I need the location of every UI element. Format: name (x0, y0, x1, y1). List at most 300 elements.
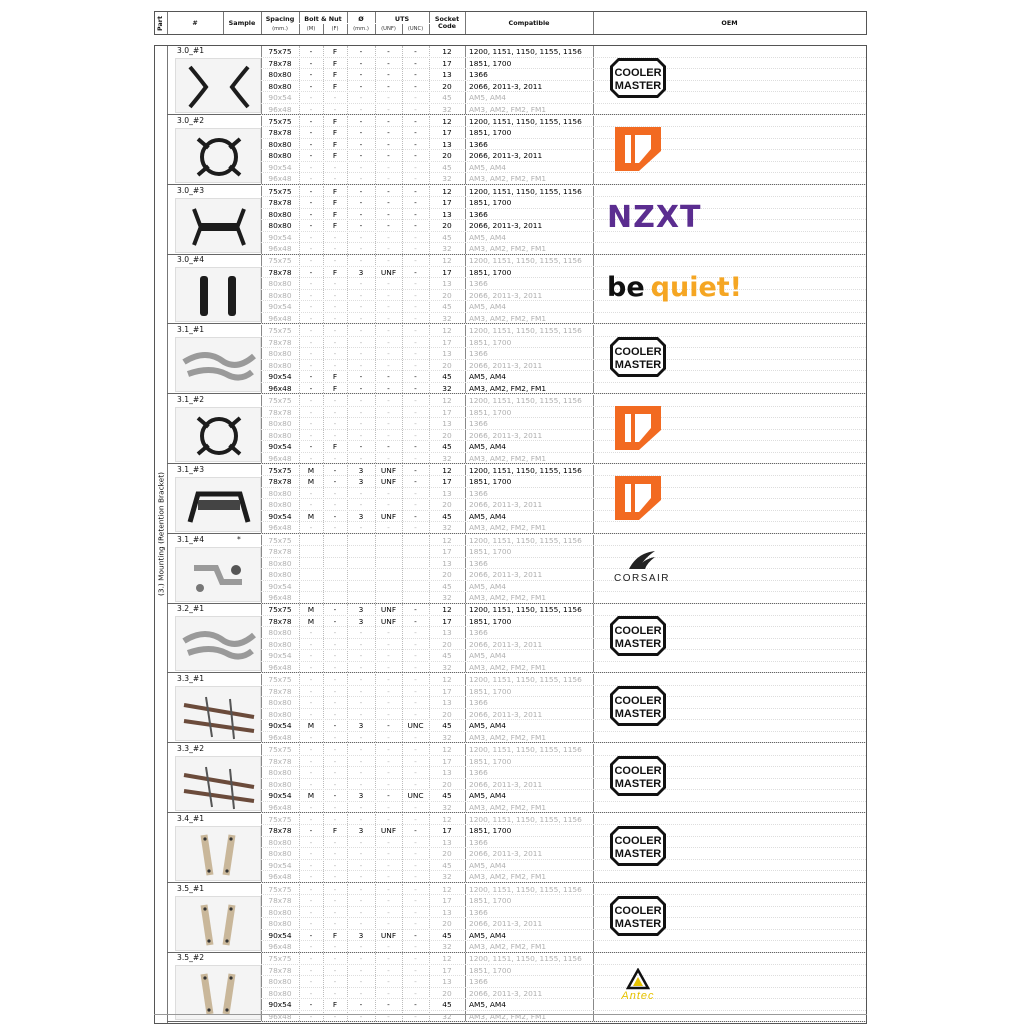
spec-row (261, 348, 866, 360)
diameter-value: - (359, 407, 363, 417)
unc-value: - (414, 209, 417, 219)
bolt-value: - (309, 162, 313, 172)
spacing-value: 96x48 (268, 593, 292, 603)
bolt-value: - (309, 337, 313, 347)
spacing-value: 80x80 (268, 779, 292, 789)
spacing-value: 75x75 (268, 675, 292, 685)
socket-code: 12 (442, 465, 452, 475)
spec-row (261, 267, 866, 279)
spec-row (261, 953, 866, 965)
bolt-value: - (309, 965, 313, 975)
socket-code: 12 (442, 256, 452, 266)
unf-value: - (387, 104, 390, 114)
bolt-value: - (309, 256, 313, 266)
socket-code: 20 (442, 500, 452, 510)
spec-row (261, 383, 866, 395)
logo-text-master: MASTER (614, 359, 662, 372)
nut-value: - (333, 349, 337, 359)
socket-code: 45 (442, 860, 452, 870)
diameter-value: - (359, 372, 363, 382)
bolt-value: - (309, 500, 313, 510)
unc-value: - (414, 488, 417, 498)
diameter-value: - (359, 326, 363, 336)
diameter-value: - (359, 47, 363, 56)
spec-row (261, 441, 866, 453)
spec-row (261, 92, 866, 104)
spacing-value: 78x78 (268, 58, 292, 68)
compatible-sockets: AM3, AM2, FM2, FM1 (469, 593, 547, 603)
unc-value: - (414, 279, 417, 289)
spacing-value: 80x80 (268, 81, 292, 91)
unf-value: - (387, 453, 390, 463)
socket-code: 45 (442, 1000, 452, 1010)
socket-code: 12 (442, 326, 452, 336)
unc-value: - (414, 128, 417, 138)
spec-row (261, 69, 866, 81)
bracket-group (167, 186, 866, 255)
unc-value: - (414, 383, 417, 393)
antec-logo-text: Antec (621, 990, 655, 1003)
nut-value: - (333, 860, 337, 870)
nut-value: F (332, 267, 338, 277)
bolt-value: - (309, 954, 313, 964)
nut-value: - (333, 896, 337, 906)
bracket-id: 3.1_#1 (177, 325, 205, 335)
compatible-sockets: 2066, 2011-3, 2011 (469, 81, 543, 91)
header-diameter-unit: (mm.) (347, 24, 376, 34)
nut-value: F (332, 47, 338, 56)
compatible-sockets: 1366 (469, 279, 488, 289)
logo-text-cooler: COOLER (614, 625, 662, 638)
bracket-id: 3.4_#1 (177, 813, 205, 823)
spacing-value: 80x80 (268, 639, 292, 649)
spec-row (261, 965, 866, 977)
spec-row (261, 325, 866, 337)
bracket-group (167, 116, 866, 185)
unf-value: - (387, 698, 390, 708)
unc-value: - (414, 698, 417, 708)
spacing-value: 90x54 (268, 581, 292, 591)
header-spacing: Spacing (261, 12, 300, 23)
unf-value: - (387, 244, 390, 254)
bracket-id: 3.0_#2 (177, 115, 205, 125)
unf-value: - (387, 442, 390, 451)
nut-value: - (333, 326, 337, 336)
diameter-value: - (359, 651, 363, 661)
spacing-value: 80x80 (268, 698, 292, 708)
spacing-value: 96x48 (268, 313, 292, 323)
bolt-value: - (309, 523, 313, 533)
bolt-value: - (309, 745, 313, 754)
diameter-value: - (359, 837, 363, 847)
bolt-value: - (309, 279, 313, 289)
bolt-value: - (309, 128, 313, 138)
spacing-value: 78x78 (268, 965, 292, 975)
header-sample: Sample (223, 12, 262, 34)
header-nut-unit: (F) (323, 24, 348, 34)
unc-value: - (414, 349, 417, 359)
spec-row (261, 814, 866, 826)
socket-code: 12 (442, 814, 452, 824)
bolt-value: - (309, 779, 313, 789)
diameter-value: 3 (358, 267, 364, 277)
bracket-group (167, 46, 866, 115)
coolermaster-logo (607, 329, 669, 385)
unf-value: UNF (380, 465, 397, 475)
sample-photo (175, 128, 261, 183)
socket-code: 17 (442, 547, 452, 557)
compatible-sockets: AM5, AM4 (469, 791, 506, 800)
socket-code: 45 (442, 930, 452, 940)
nut-value: - (333, 244, 337, 254)
spec-row (261, 988, 866, 1003)
spacing-value: 78x78 (268, 198, 292, 208)
header-part: Part (155, 12, 168, 34)
diameter-value: - (359, 349, 363, 359)
bolt-value: M (307, 511, 315, 521)
spec-row (261, 162, 866, 174)
socket-code: 45 (442, 232, 452, 242)
spacing-value: 96x48 (268, 383, 292, 393)
compatible-sockets: 1851, 1700 (469, 267, 512, 277)
spec-row (261, 522, 866, 534)
diameter-value: - (359, 383, 363, 393)
bolt-value: - (309, 639, 313, 649)
spacing-value: 80x80 (268, 919, 292, 929)
socket-code: 20 (442, 779, 452, 789)
nut-value: - (333, 709, 337, 719)
unf-value: - (387, 174, 390, 184)
compatible-sockets: 1366 (469, 558, 488, 568)
compatible-sockets: 1851, 1700 (469, 477, 512, 487)
socket-code: 32 (442, 313, 452, 323)
unf-value: - (387, 721, 390, 731)
socket-code: 13 (442, 139, 452, 149)
nut-value: - (333, 745, 337, 754)
compatible-sockets: AM3, AM2, FM2, FM1 (469, 1011, 547, 1021)
nut-value: - (333, 104, 337, 114)
nut-value: F (332, 221, 338, 231)
unf-value: - (387, 430, 390, 440)
unf-value: - (387, 802, 390, 812)
spec-row (261, 430, 866, 442)
diameter-value: 3 (358, 477, 364, 487)
diameter-value: - (359, 919, 363, 929)
socket-code: 32 (442, 802, 452, 812)
compatible-sockets: 1366 (469, 768, 488, 777)
socket-code: 45 (442, 511, 452, 521)
spacing-value: 80x80 (268, 70, 292, 79)
unc-value: - (414, 965, 417, 975)
diameter-value: - (359, 290, 363, 300)
bolt-value: - (309, 209, 313, 219)
note-marker: * (237, 534, 241, 544)
socket-code: 32 (442, 942, 452, 952)
diameter-value: - (359, 81, 363, 91)
socket-code: 32 (442, 1011, 452, 1021)
compatible-sockets: 1200, 1151, 1150, 1155, 1156 (469, 884, 582, 894)
unc-value: - (414, 407, 417, 417)
bolt-value: - (309, 58, 313, 68)
socket-code: 17 (442, 407, 452, 417)
logo-text-cooler: COOLER (614, 834, 662, 847)
spacing-value: 90x54 (268, 930, 292, 940)
bracket-group (167, 325, 866, 394)
unc-value: - (414, 360, 417, 370)
unc-value: - (414, 768, 417, 777)
diameter-value: - (359, 174, 363, 184)
diameter-value: 3 (358, 605, 364, 615)
spacing-value: 78x78 (268, 686, 292, 696)
nut-value: - (333, 396, 337, 405)
unc-value: UNC (407, 791, 424, 800)
compatible-sockets: 2066, 2011-3, 2011 (469, 849, 543, 859)
unf-value: - (387, 151, 390, 161)
spec-row (261, 976, 866, 988)
socket-code: 20 (442, 221, 452, 231)
unf-value: - (387, 872, 390, 882)
unf-value: - (387, 128, 390, 138)
compatible-sockets: AM5, AM4 (469, 442, 506, 451)
compatible-sockets: AM3, AM2, FM2, FM1 (469, 802, 547, 812)
socket-code: 32 (442, 872, 452, 882)
spacing-value: 90x54 (268, 721, 292, 731)
compatible-sockets: AM3, AM2, FM2, FM1 (469, 942, 547, 952)
unf-value: - (387, 849, 390, 859)
coolermaster-logo (607, 818, 669, 874)
diameter-value: - (359, 1000, 363, 1010)
sample-photo (175, 616, 261, 671)
header-socket-code: Socket Code (429, 12, 466, 34)
unc-value: - (414, 198, 417, 208)
spec-row (261, 999, 866, 1011)
bolt-value: - (309, 244, 313, 254)
logo-text-master: MASTER (614, 638, 662, 651)
bolt-value: - (309, 151, 313, 161)
unc-value: - (414, 47, 417, 56)
diameter-value: - (359, 686, 363, 696)
bolt-value: - (309, 372, 313, 382)
compatible-sockets: AM5, AM4 (469, 162, 506, 172)
spacing-value: 96x48 (268, 523, 292, 533)
bracket-group (167, 535, 866, 604)
socket-code: 20 (442, 430, 452, 440)
socket-code: 13 (442, 349, 452, 359)
socket-code: 20 (442, 290, 452, 300)
socket-code: 32 (442, 523, 452, 533)
spacing-value: 80x80 (268, 849, 292, 859)
nut-value: - (333, 174, 337, 184)
spec-row (261, 569, 866, 581)
nut-value: F (332, 151, 338, 161)
unf-value: - (387, 209, 390, 219)
bolt-value: - (309, 872, 313, 882)
spacing-value: 75x75 (268, 326, 292, 336)
unc-value: - (414, 860, 417, 870)
socket-code: 12 (442, 186, 452, 196)
bolt-value: - (309, 942, 313, 952)
bracket-id: 3.3_#2 (177, 744, 205, 753)
unf-value: - (387, 396, 390, 405)
unc-value: - (414, 139, 417, 149)
bolt-value: - (309, 383, 313, 393)
compatible-sockets: 1851, 1700 (469, 58, 512, 68)
compatible-sockets: AM5, AM4 (469, 511, 506, 521)
spec-row (261, 546, 866, 558)
bequiet-logo (607, 259, 767, 315)
unf-value: - (387, 256, 390, 266)
unc-value: - (414, 477, 417, 487)
bolt-value: - (309, 732, 313, 742)
spacing-value: 80x80 (268, 709, 292, 719)
socket-code: 12 (442, 605, 452, 615)
diameter-value: - (359, 662, 363, 672)
sample-photo (175, 826, 261, 881)
unf-value: - (387, 791, 390, 800)
spec-row (261, 209, 866, 221)
socket-code: 17 (442, 896, 452, 906)
spacing-value: 75x75 (268, 884, 292, 894)
diameter-value: - (359, 500, 363, 510)
bolt-value: - (309, 349, 313, 359)
spec-row (261, 918, 866, 930)
unc-value: - (414, 930, 417, 940)
bolt-value: - (309, 174, 313, 184)
socket-code: 45 (442, 372, 452, 382)
nut-value: - (333, 849, 337, 859)
diameter-value: - (359, 896, 363, 906)
nut-value: - (333, 616, 337, 626)
nut-value: F (332, 116, 338, 126)
socket-code: 17 (442, 756, 452, 766)
logo-text-master: MASTER (614, 847, 662, 860)
socket-code: 12 (442, 396, 452, 405)
spacing-value: 90x54 (268, 860, 292, 870)
unf-value: - (387, 732, 390, 742)
unc-value: - (414, 639, 417, 649)
bolt-value: - (309, 675, 313, 685)
header-diameter: Ø (347, 12, 376, 23)
spacing-value: 75x75 (268, 396, 292, 405)
nut-value: - (333, 872, 337, 882)
diameter-value: - (359, 954, 363, 964)
unc-value: - (414, 686, 417, 696)
spec-row (261, 767, 866, 779)
unf-value: - (387, 407, 390, 417)
bolt-value: M (307, 465, 315, 475)
unc-value: - (414, 884, 417, 894)
bolt-value: - (309, 453, 313, 463)
spacing-value: 75x75 (268, 814, 292, 824)
antec-triangle-icon (626, 968, 650, 990)
nut-value: - (333, 279, 337, 289)
table-body (154, 45, 867, 1024)
unc-value: - (414, 81, 417, 91)
nut-value: - (333, 977, 337, 987)
unc-value: - (414, 465, 417, 475)
unc-value: - (414, 675, 417, 685)
spacing-value: 78x78 (268, 616, 292, 626)
unf-value: - (387, 360, 390, 370)
compatible-sockets: 1366 (469, 139, 488, 149)
socket-code: 32 (442, 244, 452, 254)
nut-value: - (333, 721, 337, 731)
unf-value: - (387, 768, 390, 777)
bracket-group (167, 953, 866, 1022)
nut-value: - (333, 337, 337, 347)
spec-row (261, 930, 866, 942)
compatible-sockets: AM5, AM4 (469, 1000, 506, 1010)
unf-value: - (387, 279, 390, 289)
spacing-value: 90x54 (268, 791, 292, 800)
unc-value: - (414, 756, 417, 766)
compatible-sockets: 1200, 1151, 1150, 1155, 1156 (469, 396, 582, 405)
spacing-value: 96x48 (268, 1011, 292, 1021)
socket-code: 13 (442, 558, 452, 568)
bolt-value: - (309, 326, 313, 336)
bolt-value: - (309, 896, 313, 906)
bolt-value: - (309, 860, 313, 870)
spec-row (261, 592, 866, 604)
diameter-value: - (359, 232, 363, 242)
spec-row (261, 662, 866, 674)
unf-value: - (387, 675, 390, 685)
spacing-value: 75x75 (268, 605, 292, 615)
unf-value: - (387, 814, 390, 824)
logo-text-cooler: COOLER (614, 67, 662, 79)
compatible-sockets: 1366 (469, 349, 488, 359)
bolt-value: - (309, 396, 313, 405)
spacing-value: 75x75 (268, 535, 292, 545)
compatible-sockets: AM3, AM2, FM2, FM1 (469, 732, 547, 742)
spacing-value: 96x48 (268, 174, 292, 184)
diameter-value: - (359, 488, 363, 498)
diameter-value: - (359, 732, 363, 742)
bolt-value: M (307, 721, 315, 731)
spacing-value: 90x54 (268, 511, 292, 521)
nut-value: - (333, 907, 337, 917)
socket-code: 13 (442, 628, 452, 638)
diameter-value: - (359, 639, 363, 649)
socket-code: 20 (442, 81, 452, 91)
unf-value: - (387, 198, 390, 208)
diameter-value: - (359, 93, 363, 102)
bolt-value: - (309, 419, 313, 428)
bracket-group (167, 604, 866, 673)
spacing-value: 75x75 (268, 116, 292, 126)
unc-value: - (414, 988, 417, 998)
socket-code: 32 (442, 174, 452, 184)
sample-photo (175, 58, 261, 113)
unc-value: - (414, 651, 417, 661)
nut-value: F (332, 383, 338, 393)
nut-value: - (333, 523, 337, 533)
diameter-value: - (359, 104, 363, 114)
compatible-sockets: AM3, AM2, FM2, FM1 (469, 523, 547, 533)
socket-code: 13 (442, 209, 452, 219)
socket-code: 12 (442, 954, 452, 964)
socket-code: 17 (442, 616, 452, 626)
unc-value: - (414, 523, 417, 533)
nut-value: - (333, 675, 337, 685)
socket-code: 17 (442, 198, 452, 208)
diameter-value: - (359, 139, 363, 149)
bracket-id: 3.0_#4 (177, 255, 205, 265)
spec-row (261, 904, 866, 919)
nut-value: F (332, 128, 338, 138)
unf-value: - (387, 896, 390, 906)
bolt-value: - (309, 1011, 313, 1021)
